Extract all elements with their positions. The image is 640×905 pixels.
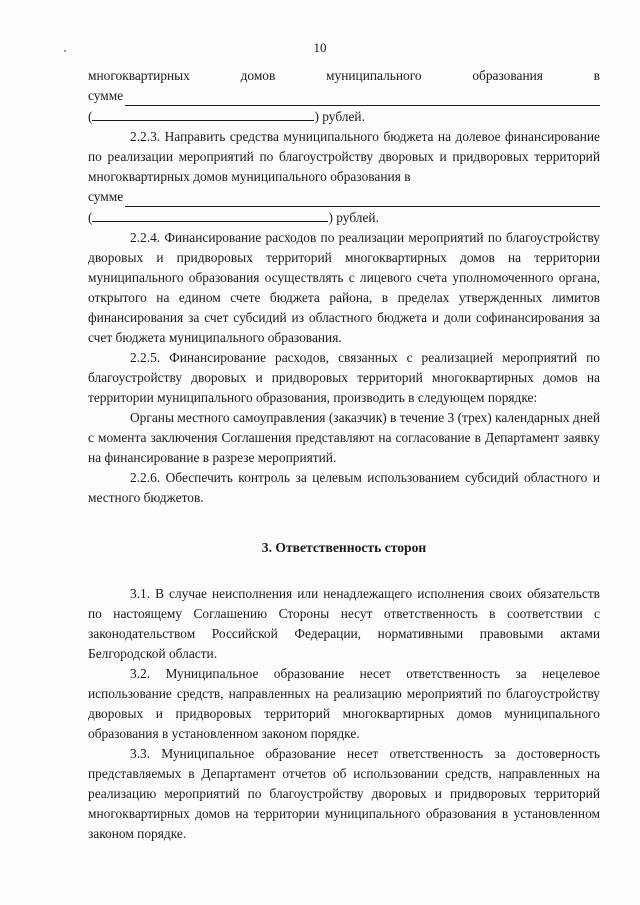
blank-rule <box>125 192 600 207</box>
word: многоквартирных <box>88 68 190 83</box>
sum-fill-line-1 <box>88 86 600 106</box>
open-paren: ( <box>88 109 93 124</box>
blank-rule <box>125 91 600 106</box>
clause-2-2-6: 2.2.6. Обеспечить контроль за целевым использованием субсидий областного и местного бюджетов. <box>88 470 600 505</box>
clause-3-2: 3.2. Муниципальное образование несет ответственность за нецелевое использование средств, направленных на реализацию мероприятий по благоустройству дворовых и придворовых территорий многоквартирных домов муниципального образования в установленном законом порядке. <box>88 666 600 741</box>
blank-rule <box>92 106 314 121</box>
continuation-line <box>88 66 600 86</box>
clause-3-3: 3.3. Муниципальное образование несет ответственность за достоверность представляемых в Департамент отчетов об использовании средств, направленных на реализацию мероприятий по благоустройству дворовых и придворовых территорий многоквартирных домов на территории муниципального образования в установленном законом порядке. <box>88 746 600 841</box>
amount-line-1 <box>88 106 600 127</box>
word: образования <box>472 68 543 83</box>
rubles-label: ) рублей. <box>314 109 365 124</box>
sum-label: сумме <box>88 88 124 103</box>
clause-2-2-3: 2.2.3. Направить средства муниципального бюджета на долевое финансирование по реализации мероприятий по благоустройству дворовых и придворовых территорий многоквартирных домов муниципального образования в <box>88 129 600 184</box>
clause-2-2-4: 2.2.4. Финансирование расходов по реализации мероприятий по благоустройству дворовых и придворовых территорий многоквартирных домов на территории муниципального образования осуществлять с лицевого счета уполномоченного органа, открытого на едином счете бюджета района, в пределах утвержденных лимитов финансирования за счет субсидий из областного бюджета и доли софинансирования за счет бюджета муниципального образования. <box>88 230 600 345</box>
clause-3-1: 3.1. В случае неисполнения или ненадлежащего исполнения своих обязательств по настоящему Соглашению Стороны несут ответственность в соответствии с законодательством Российской Федерации, нормативными правовыми актами Белгородской области. <box>88 586 600 661</box>
open-paren: ( <box>88 210 93 225</box>
word: в <box>593 68 600 83</box>
word: домов <box>240 68 276 83</box>
section-heading: 3. Ответственность сторон <box>261 540 427 555</box>
blank-rule <box>92 207 328 222</box>
document-body <box>88 66 600 844</box>
clause-2-2-5: 2.2.5. Финансирование расходов, связанных с реализацией мероприятий по благоустройству дворовых и придворовых территорий многоквартирных домов на территории муниципального образования, производить в следующем порядке: <box>88 350 600 405</box>
page-number: 10 <box>313 40 327 55</box>
sum-label: сумме <box>88 189 124 204</box>
word: муниципального <box>326 68 422 83</box>
rubles-label: ) рублей. <box>328 210 379 225</box>
sum-fill-line-2 <box>88 187 600 207</box>
clause-2-2-5-procedure: Органы местного самоуправления (заказчик) в течение 3 (трех) календарных дней с момента заключения Соглашения представляют на согласование в Департамент заявку на финансирование в разрезе мероприятий. <box>88 410 600 465</box>
amount-line-2 <box>88 207 600 228</box>
